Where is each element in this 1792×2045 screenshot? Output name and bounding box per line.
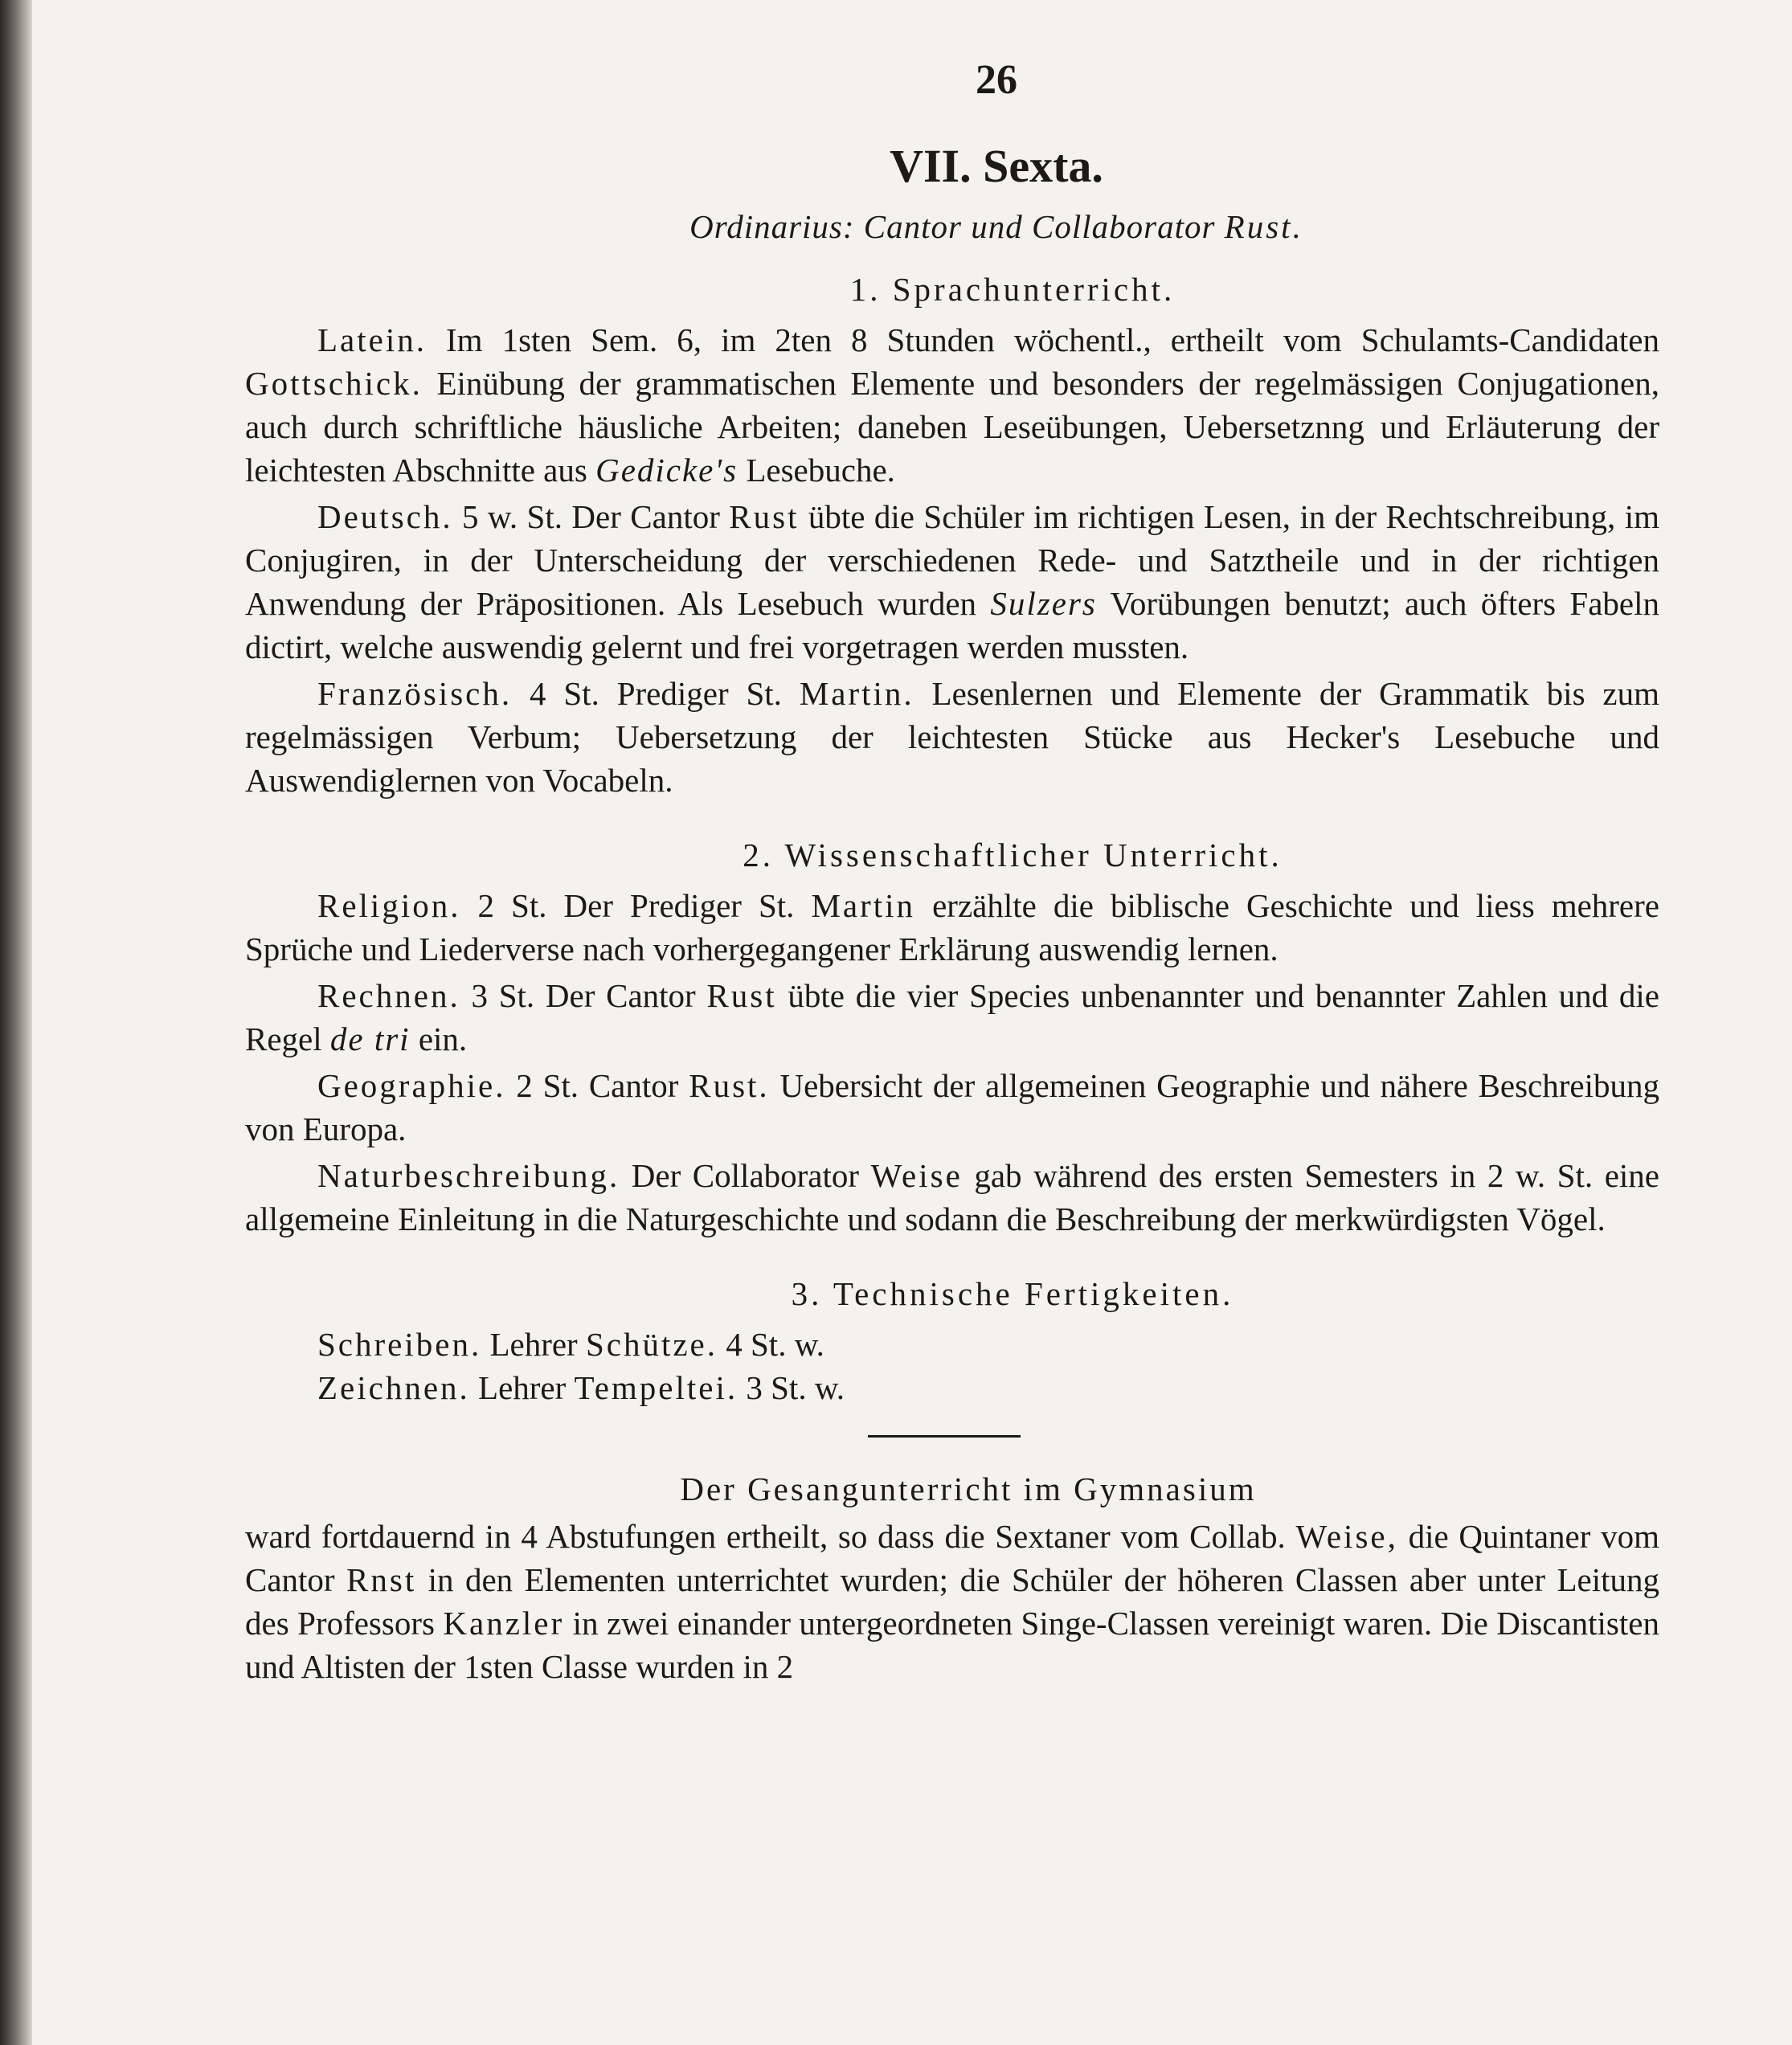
subject-deutsch: Deutsch.	[317, 498, 453, 535]
subject-franzoesisch: Französisch.	[317, 675, 513, 712]
singing-text-4: in zwei einander untergeordneten Singe-Classen vereinigt waren. Die Discantisten und Altisten der 1sten Classe wurden in 2	[245, 1605, 1659, 1685]
rechnen-teacher: Rust	[706, 977, 777, 1014]
singing-teacher-2: Rnst	[346, 1561, 417, 1598]
singing-text-2: die Quintaner vom Cantor	[245, 1518, 1659, 1598]
ordinarius-line	[245, 207, 1659, 246]
singing-teacher-1: Weise,	[1295, 1518, 1398, 1555]
section-heading-singing: Der Gesangunterricht im Gymnasium	[680, 1470, 1257, 1507]
document-page	[245, 56, 1659, 1691]
latein-text-2: Einübung der grammatischen Elemente und besonders der regelmässigen Conjugationen, auch durch schriftliche häusliche Arbeiten; daneben Leseübungen, Uebersetznng und Erläuterung der leichtesten Abschnitte aus	[245, 365, 1659, 489]
ordinarius-label: Ordinarius:	[689, 208, 855, 245]
deutsch-book: Sulzers	[990, 585, 1097, 622]
book-binding-edge	[0, 0, 32, 2045]
deutsch-teacher: Rust	[729, 498, 800, 535]
latein-book: Gedicke's	[595, 452, 738, 489]
line-schreiben	[245, 1323, 1659, 1366]
geographie-teacher: Rust.	[689, 1067, 770, 1104]
subject-latein: Latein.	[317, 321, 427, 358]
singing-text-1: ward fortdauernd in 4 Abstufungen ertheilt, so dass die Sextaner vom Collab.	[245, 1518, 1296, 1555]
subject-geographie: Geographie.	[317, 1067, 506, 1104]
subject-religion: Religion.	[317, 887, 461, 924]
schreiben-text-1: Lehrer	[481, 1326, 586, 1363]
religion-text-2: erzählte die biblische Geschichte und liess mehrere Sprüche und Liederverse nach vorhergegangener Erklärung auswendig lernen.	[245, 887, 1659, 967]
franzoesisch-text-2: Lesenlernen und Elemente der Grammatik bis zum regelmässigen Verbum; Uebersetzung der leichtesten Stücke aus Hecker's Lesebuche und Auswendiglernen von Vocabeln.	[245, 675, 1659, 799]
religion-text-1: 2 St. Der Prediger St.	[460, 887, 812, 924]
subject-naturbeschreibung: Naturbeschreibung.	[317, 1157, 620, 1194]
rechnen-text-3: ein.	[410, 1020, 468, 1057]
franzoesisch-teacher: Martin.	[799, 675, 914, 712]
section-divider	[868, 1435, 1021, 1438]
paragraph-deutsch	[245, 495, 1659, 669]
subject-rechnen: Rechnen.	[317, 977, 460, 1014]
paragraph-rechnen	[245, 974, 1659, 1061]
page-number: 26	[976, 57, 1017, 103]
zeichnen-text-1: Lehrer	[469, 1369, 575, 1406]
section-heading-language: 1. Sprachunterricht.	[849, 271, 1176, 308]
naturbeschreibung-text-2: gab während des ersten Semesters in 2 w. St. eine allgemeine Einleitung in die Naturgeschichte und sodann die Beschreibung der merkwürdigsten Vögel.	[245, 1157, 1659, 1237]
singing-teacher-3: Kanzler	[443, 1605, 565, 1642]
ordinarius-name: Cantor und Collaborator	[863, 208, 1216, 245]
paragraph-religion	[245, 884, 1659, 971]
subject-zeichnen: Zeichnen.	[317, 1369, 470, 1406]
paragraph-singing	[245, 1515, 1659, 1688]
deutsch-text-1: 5 w. St. Der Cantor	[452, 498, 730, 535]
deutsch-text-3: Vorübungen benutzt; auch öfters Fabeln dictirt, welche auswendig gelernt und frei vorgetragen werden mussten.	[245, 585, 1660, 665]
geographie-text-2: Uebersicht der allgemeinen Geographie und nähere Beschreibung von Europa.	[245, 1067, 1659, 1147]
subject-schreiben: Schreiben.	[317, 1326, 482, 1363]
section-heading-science: 2. Wissenschaftlicher Unterricht.	[743, 836, 1283, 873]
paragraph-naturbeschreibung	[245, 1154, 1659, 1241]
schreiben-teacher: Schütze.	[585, 1326, 718, 1363]
paragraph-franzoesisch	[245, 672, 1659, 802]
chapter-title: VII. Sexta.	[890, 140, 1103, 192]
singing-text-3: in den Elementen unterrichtet wurden; die Schüler der höheren Classen aber unter Leitung des Professors	[245, 1561, 1659, 1642]
religion-teacher: Martin	[811, 887, 916, 924]
rechnen-term: de tri	[329, 1020, 411, 1057]
naturbeschreibung-teacher: Weise	[870, 1157, 963, 1194]
rechnen-text-1: 3 St. Der Cantor	[460, 977, 707, 1014]
zeichnen-teacher: Tempeltei.	[574, 1369, 738, 1406]
spacer	[245, 805, 1659, 836]
geographie-text-1: 2 St. Cantor	[505, 1067, 689, 1104]
zeichnen-text-2: 3 St. w.	[738, 1369, 845, 1406]
ordinarius-surname: Rust.	[1224, 208, 1303, 245]
section-heading-technical: 3. Technische Fertigkeiten.	[791, 1275, 1234, 1312]
rechnen-text-2: übte die vier Species unbenannter und benannter Zahlen und die Regel	[245, 977, 1660, 1057]
deutsch-text-2: übte die Schüler im richtigen Lesen, in der Rechtschreibung, im Conjugiren, in der Unterscheidung der verschiedenen Rede- und Satztheile und in der richtigen Anwendung der Präpositionen. Als Lesebuch wurden	[245, 498, 1659, 622]
franzoesisch-text-1: 4 St. Prediger St.	[512, 675, 800, 712]
paragraph-geographie	[245, 1064, 1659, 1151]
latein-text-1: Im 1sten Sem. 6, im 2ten 8 Stunden wöchentl., ertheilt vom Schulamts-Candidaten	[426, 321, 1659, 358]
line-zeichnen	[245, 1366, 1659, 1409]
spacer	[245, 1244, 1659, 1274]
paragraph-latein	[245, 318, 1659, 492]
latein-text-3: Lesebuche.	[738, 452, 895, 489]
naturbeschreibung-text-1: Der Collaborator	[620, 1157, 871, 1194]
schreiben-text-2: 4 St. w.	[718, 1326, 824, 1363]
latein-teacher: Gottschick.	[245, 365, 423, 402]
